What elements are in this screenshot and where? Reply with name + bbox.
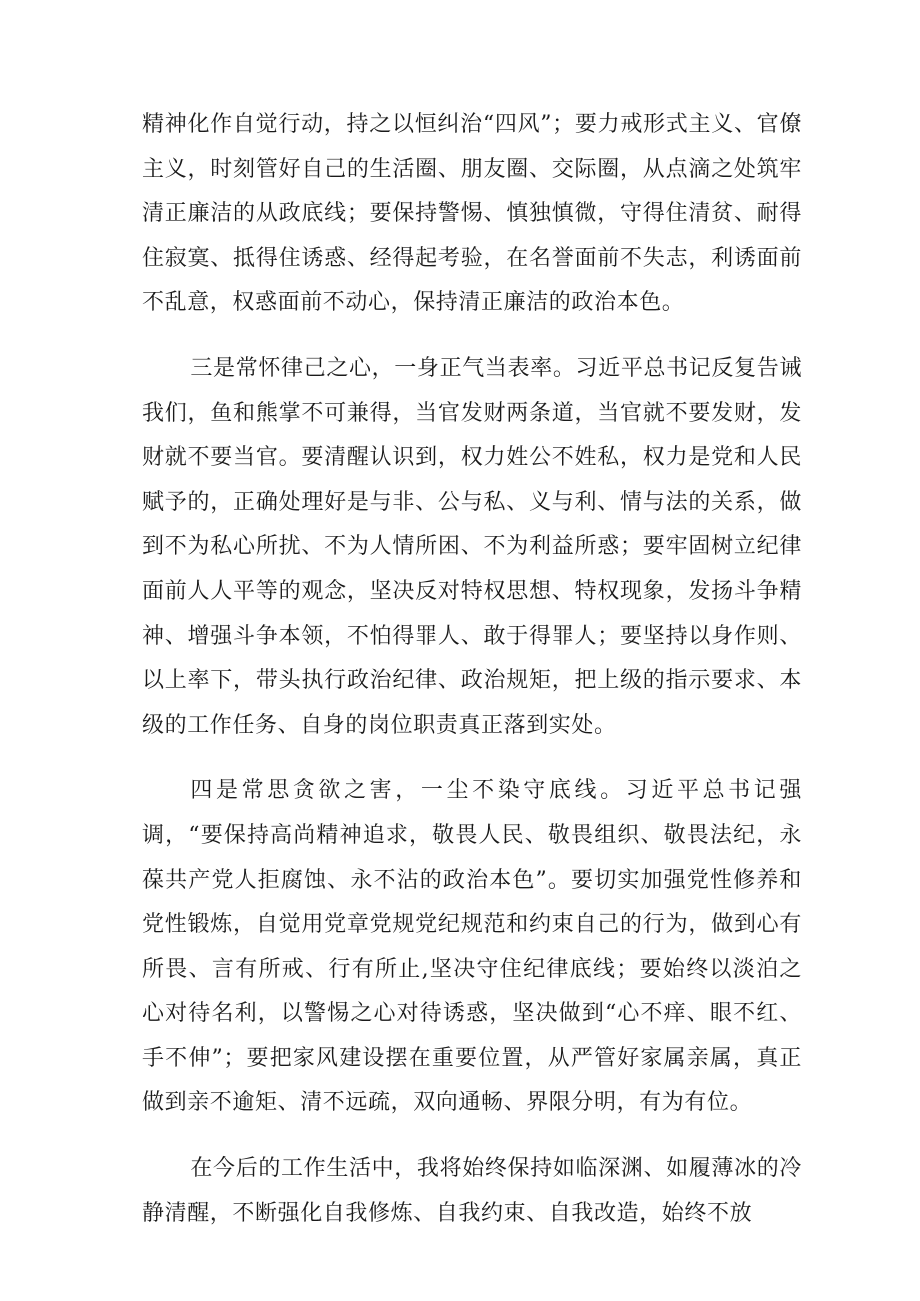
paragraph-future-work: 在今后的工作生活中，我将始终保持如临深渊、如履薄冰的冷静清醒，不断强化自我修炼、自我约束、自我改造，始终不放 <box>142 1156 802 1226</box>
paragraph-self-discipline: 三是常怀律己之心，一身正气当表率。习近平总书记反复告诫我们，鱼和熊掌不可兼得，当官发财两条道，当官就不要发财，发财就不要当官。要清醒认识到，权力姓公不姓私，权力是党和人民赋予的，正确处理好是与非、公与私、义与利、情与法的关系，做到不为私心所扰、不为人情所困、不为利益所惑；要牢固树立纪律面前人人平等的观念，坚决反对特权思想、特权现象，发扬斗争精神、增强斗争本领，不怕得罪人、敢于得罪人；要坚持以身作则、以上率下，带头执行政治纪律、政治规矩，把上级的指示要求、本级的工作任务、自身的岗位职责真正落到实处。 <box>142 355 802 738</box>
paragraph-greed-harm: 四是常思贪欲之害，一尘不染守底线。习近平总书记强调，“要保持高尚精神追求，敬畏人民、敬畏组织、敬畏法纪，永葆共产党人拒腐蚀、永不沾的政治本色”。要切实加强党性修养和党性锻炼，自觉用党章党规党纪规范和约束自己的行为，做到心有所畏、言有所戒、行有所止,坚决守住纪律底线；要始终以淡泊之心对待名利，以警惕之心对待诱惑，坚决做到“心不痒、眼不红、手不伸”；要把家风建设摆在重要位置，从严管好家属亲属，真正做到亲不逾矩、清不远疏，双向通畅、界限分明，有为有位。 <box>142 778 802 1116</box>
document-body <box>142 103 802 1236</box>
paragraph-continuation: 精神化作自觉行动，持之以恒纠治“四风”；要力戒形式主义、官僚主义，时刻管好自己的生活圈、朋友圈、交际圈，从点滴之处筑牢清正廉洁的从政底线；要保持警惕、慎独慎微，守得住清贫、耐得住寂寞、抵得住诱惑、经得起考验，在名誉面前不失志，利诱面前不乱意，权惑面前不动心，保持清正廉洁的政治本色。 <box>142 112 802 316</box>
